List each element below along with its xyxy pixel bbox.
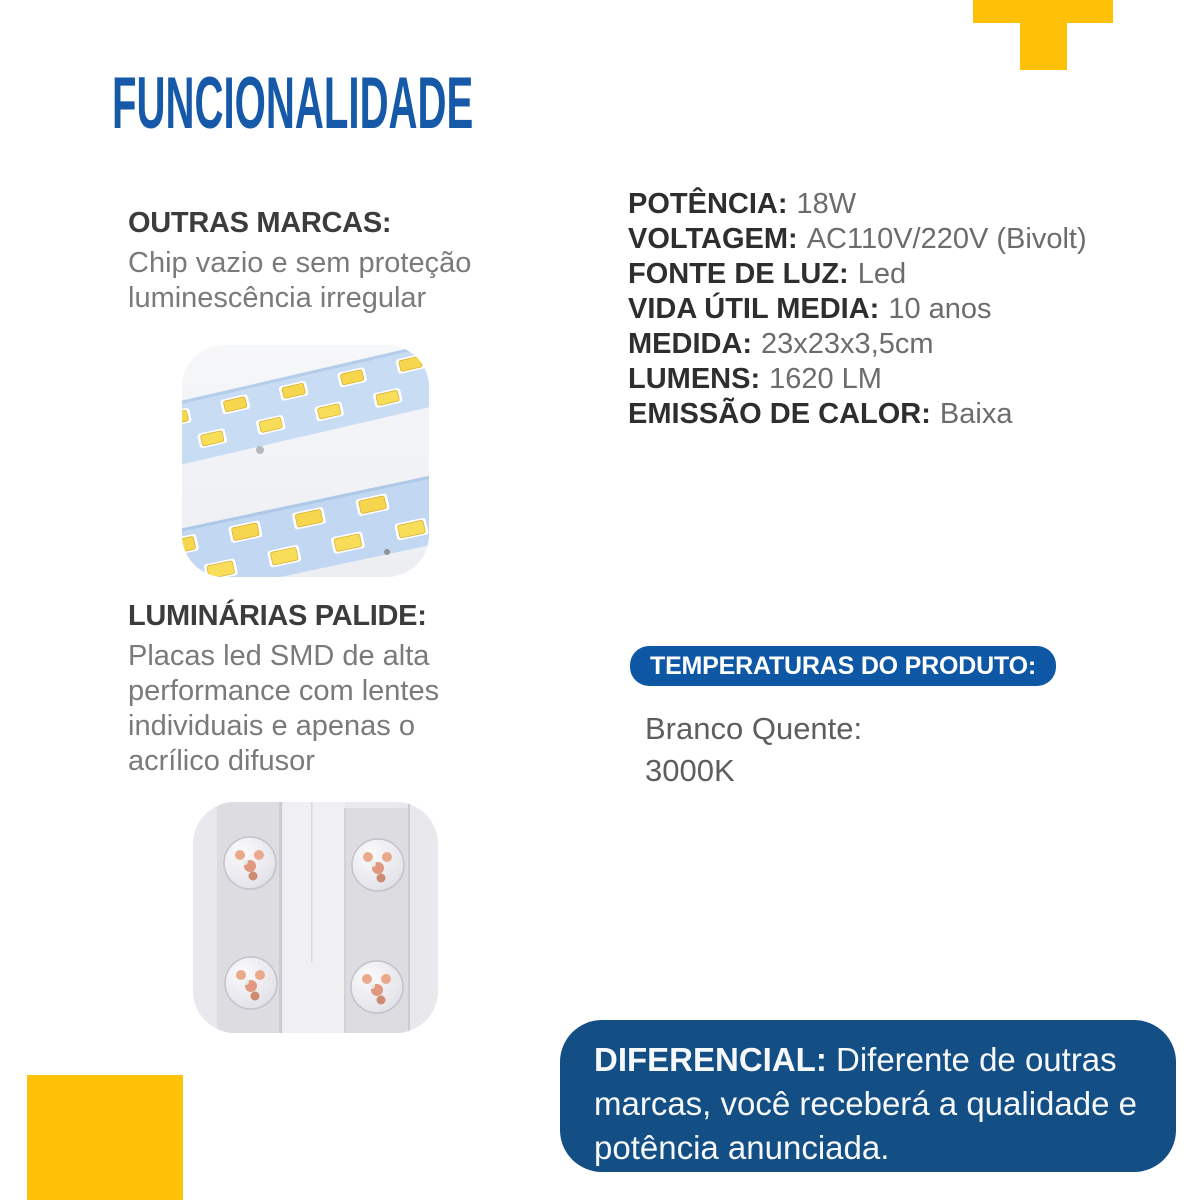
spec-row-vida-util: VIDA ÚTIL MEDIA: 10 anos: [628, 293, 992, 325]
differential-label: DIFERENCIAL:: [594, 1041, 827, 1078]
temperatures-badge: [630, 646, 1056, 686]
spec-row-potencia: POTÊNCIA: 18W: [628, 188, 857, 220]
spec-row-voltagem: VOLTAGEM: AC110V/220V (Bivolt): [628, 223, 1087, 255]
other-brands-heading: OUTRAS MARCAS:: [128, 207, 392, 239]
led-strips-illustration: [182, 345, 429, 577]
temperature-value: Branco Quente: 3000K: [645, 711, 863, 788]
top-right-accent-stem: [1020, 0, 1067, 70]
differential-text: Diferente de outras marcas, você receberá a qualidade e potência anunciada.: [594, 1041, 1137, 1166]
spec-row-medida: MEDIDA: 23x23x3,5cm: [628, 328, 934, 360]
spec-row-emissao-calor: EMISSÃO DE CALOR: Baixa: [628, 398, 1013, 430]
led-lens: [224, 837, 276, 889]
spec-row-fonte-de-luz: FONTE DE LUZ: Led: [628, 258, 907, 290]
led-lens: [352, 839, 404, 891]
led-lenses-illustration: [193, 802, 438, 1033]
palide-block: [128, 598, 439, 779]
page-title: FUNCIONALIDADE: [112, 63, 474, 144]
led-lenses-photo: [193, 802, 438, 1033]
spec-row-lumens: LUMENS: 1620 LM: [628, 363, 882, 395]
led-lens: [225, 957, 277, 1009]
led-strips-photo: [182, 345, 429, 577]
led-lens: [351, 961, 403, 1013]
palide-text: Placas led SMD de alta performance com lentes individuais e apenas o acrílico difusor: [128, 640, 440, 777]
temperatures-badge-label: TEMPERATURAS DO PRODUTO:: [650, 652, 1036, 680]
other-brands-text: Chip vazio e sem proteção luminescência irregular: [128, 247, 472, 314]
differential-box: [560, 1020, 1176, 1172]
spec-list: [628, 187, 1087, 432]
bottom-left-accent-square: [27, 1075, 183, 1200]
palide-heading: LUMINÁRIAS PALIDE:: [128, 600, 427, 632]
other-brands-block: [128, 205, 471, 316]
